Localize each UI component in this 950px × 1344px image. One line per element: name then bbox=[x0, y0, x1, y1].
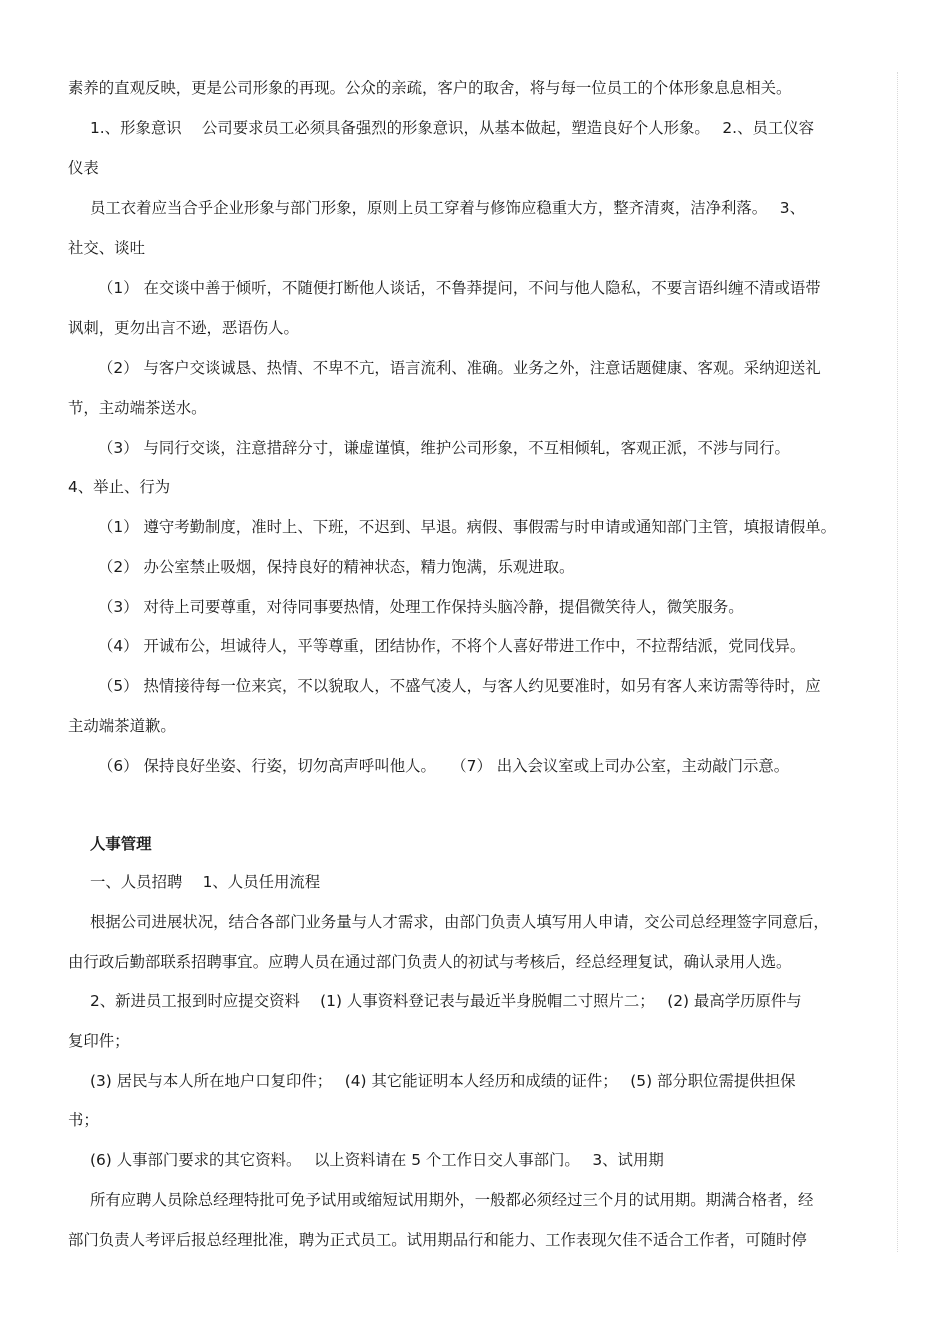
text-line: 仪表 bbox=[68, 159, 99, 177]
text-line: （4） 开诚布公，坦诚待人，平等尊重，团结协作，不将个人喜好带进工作中，不拉帮结派，党同伐异。 bbox=[98, 637, 806, 655]
text-line: (6) 人事部门要求的其它资料。 以上资料请在 5 个工作日交人事部门。 3、试用期 bbox=[90, 1151, 664, 1169]
text-line: （2） 办公室禁止吸烟，保持良好的精神状态，精力饱满，乐观进取。 bbox=[98, 558, 575, 576]
text-line: (3) 居民与本人所在地户口复印件； (4) 其它能证明本人经历和成绩的证件； (5) 部分职位需提供担保 bbox=[90, 1072, 796, 1090]
text-line: 讽刺，更勿出言不逊，恶语伤人。 bbox=[68, 319, 299, 337]
text-line: （3） 对待上司要尊重，对待同事要热情，处理工作保持头脑冷静，提倡微笑待人，微笑服务。 bbox=[98, 598, 744, 616]
text-line: 所有应聘人员除总经理特批可免予试用或缩短试用期外，一般都必须经过三个月的试用期。期满合格者，经 bbox=[90, 1191, 814, 1209]
text-line: 书； bbox=[68, 1111, 99, 1129]
text-line: 复印件； bbox=[68, 1032, 130, 1050]
text-line: 部门负责人考评后报总经理批准，聘为正式员工。试用期品行和能力、工作表现欠佳不适合工作者，可随时停 bbox=[68, 1231, 807, 1249]
text-line: 根据公司进展状况，结合各部门业务量与人才需求，由部门负责人填写用人申请，交公司总经理签字同意后， bbox=[90, 913, 829, 931]
text-line: （1） 遵守考勤制度，准时上、下班，不迟到、早退。病假、事假需与时申请或通知部门主管，填报请假单。 bbox=[98, 518, 837, 536]
text-line: （2） 与客户交谈诚恳、热情、不卑不亢，语言流利、准确。业务之外，注意话题健康、客观。采纳迎送礼 bbox=[98, 359, 821, 377]
text-line: 4、举止、行为 bbox=[68, 478, 171, 496]
text-line: 2、新进员工报到时应提交资料 (1) 人事资料登记表与最近半身脱帽二寸照片二； (2) 最高学历原件与 bbox=[90, 992, 802, 1010]
text-line: 1.、形象意识 公司要求员工必须具备强烈的形象意识，从基本做起，塑造良好个人形象。 2.、员工仪容 bbox=[90, 119, 815, 137]
text-line: 员工衣着应当合乎企业形象与部门形象，原则上员工穿着与修饰应稳重大方，整齐清爽，洁净利落。 3、 bbox=[90, 199, 805, 217]
text-line: 社交、谈吐 bbox=[68, 239, 145, 257]
text-line: 节，主动端茶送水。 bbox=[68, 399, 207, 417]
text-line: 素养的直观反映，更是公司形象的再现。公众的亲疏，客户的取舍，将与每一位员工的个体形象息息相关。 bbox=[68, 79, 792, 97]
text-line: （6） 保持良好坐姿、行姿，切勿高声呼叫他人。 （7） 出入会议室或上司办公室，主动敲门示意。 bbox=[98, 757, 790, 775]
text-line: （1） 在交谈中善于倾听，不随便打断他人谈话，不鲁莽提问，不问与他人隐私，不要言语纠缠不清或语带 bbox=[98, 279, 821, 297]
text-line: 一、人员招聘 1、人员任用流程 bbox=[90, 873, 321, 891]
text-line: （5） 热情接待每一位来宾，不以貌取人，不盛气凌人，与客人约见要准时，如另有客人来访需等待时，应 bbox=[98, 677, 821, 695]
text-line: 主动端茶道歉。 bbox=[68, 717, 176, 735]
text-line: （3） 与同行交谈，注意措辞分寸，谦虚谨慎，维护公司形象，不互相倾轧，客观正派，不涉与同行。 bbox=[98, 439, 790, 457]
text-line: 由行政后勤部联系招聘事宜。应聘人员在通过部门负责人的初试与考核后，经总经理复试，确认录用人选。 bbox=[68, 953, 792, 971]
section-heading: 人事管理 bbox=[90, 835, 152, 853]
